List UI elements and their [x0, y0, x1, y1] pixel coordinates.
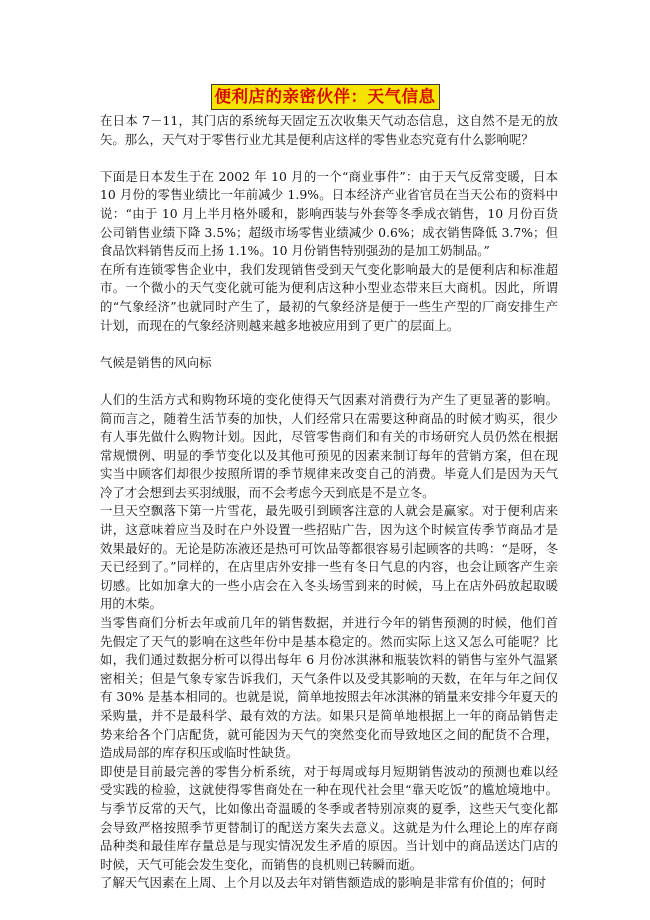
paragraph-lifestyle: 人们的生活方式和购物环境的变化使得天气因素对消费行为产生了更显著的影响。简而言之，随着生活节奏的加快，人们经常只在需要这种商品的时候才购买，很少有人事先做什么购物计划。因此，尽管零售商们和有关的市场研究人员仍然在根据常规惯例、明显的季节变化以及其他可预见的因素来制订每年的营销方案，但在现实当中顾客们却很少按照所谓的季节规律来改变自己的消费。毕竟人们是因为天气冷了才会想到去买羽绒服，而不会考虑今天到底是不是立冬。 [100, 391, 558, 500]
document-title: 便利店的亲密伙伴：天气信息 [211, 84, 440, 110]
paragraph-gap [100, 149, 558, 168]
paragraph-convenience: 在所有连锁零售企业中，我们发现销售受到天气变化影响最大的是便利店和标准超市。一个微小的天气变化就可能为便利店这种小型业态带来巨大商机。因此，所谓的“气象经济”也就同时产生了，最初的气象经济是便于一些生产型的厂商安排生产计划，而现在的气象经济则越来越多地被应用到了更广的层面上。 [100, 261, 558, 333]
paragraph-snow: 一旦天空飘落下第一片雪花，最先吸引到顾客注意的人就会是赢家。对于便利店来讲，这意味着应当及时在户外设置一些招贴广告，因为这个时候宣传季节商品才是效果最好的。无论是防冻液还是热可可饮品等都很容易引起顾客的共鸣：“是呀，冬天已经到了。”同样的，在店里店外安排一些有冬日气息的内容，也会让顾客产生亲切感。比如加拿大的一些小店会在入冬头场雪到来的时候，马上在店外码放起取暖用的木柴。 [100, 503, 558, 612]
paragraph-forecast: 当零售商们分析去年或前几年的销售数据，并进行今年的销售预测的时候，他们首先假定了天气的影响在这些年份中是基本稳定的。然而实际上这又怎么可能呢？比如，我们通过数据分析可以得出每年 6 月份冰淇淋和瓶装饮料的销售与室外气温紧密相关；但是气象专家告诉我们，天气条件以及受其影响的天数，在年与年之间仅有 30% 是基本相同的。也就是说，简单地按照去年冰淇淋的销量来安排今年夏天的采购量，并不是最科学、最有效的方法。如果只是简单地根据上一年的商品销售走势来给各个门店配货，就可能因为天气的突然变化而导致地区之间的配货不合理，造成局部的库存积压或临时性缺货。 [100, 615, 558, 761]
section-heading: 气候是销售的风向标 [100, 354, 212, 370]
paragraph-gap [100, 335, 558, 354]
paragraph-event: 下面是日本发生于在 2002 年 10 月的一个“商业事件”：由于天气反常变暖，日本 10 月份的零售业绩比一年前减少 1.9%。日本经济产业省官员在当天公布的资料中说：“由于 10 月上半月格外暖和，影响西装与外套等冬季成衣销售，10 月份百货公司销售业绩下降 3.5%；超级市场零售业绩减少 0.6%；成衣销售降低 3.7%；但食品饮料销售反而上扬 1.1%。10 月份销售特别强劲的是加工奶制品。” [100, 168, 558, 259]
document-body [100, 112, 558, 893]
paragraph-analysis: 即使是目前最完善的零售分析系统，对于每周或每月短期销售波动的预测也难以经受实践的检验，这就使得零售商处在一种在现代社会里“靠天吃饭”的尴尬境地中。与季节反常的天气，比如像出奇温暖的冬季或者特别凉爽的夏季，这些天气变化都会导致严格按照季节更替制订的配送方案失去意义。这就是为什么理论上的库存商品种类和最佳库存量总是与现实情况发生矛盾的原因。当计划中的商品送达门店的时候，天气可能会发生变化，而销售的良机则已转瞬而逝。 [100, 763, 558, 872]
paragraph-last: 了解天气因素在上周、上个月以及去年对销售额造成的影响是非常有价值的；何时 [100, 875, 547, 891]
paragraph-gap [100, 372, 558, 391]
title-wrap [0, 84, 650, 110]
paragraph-intro: 在日本 7－11，其门店的系统每天固定五次收集天气动态信息，这自然不是无的放矢。那么，天气对于零售行业尤其是便利店这样的零售业态究竟有什么影响呢？ [100, 113, 558, 147]
